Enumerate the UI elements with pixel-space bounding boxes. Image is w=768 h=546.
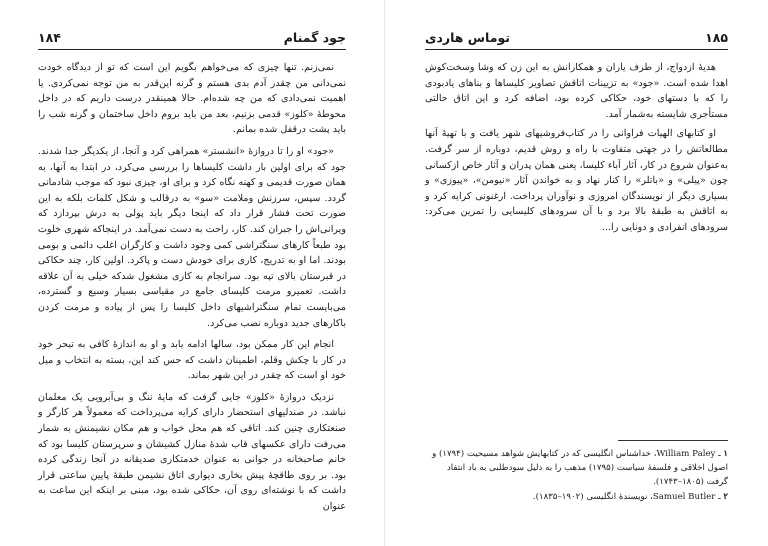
paragraph: او کتابهای الهیات فراوانی را در کتاب‌فروشیهای شهر یافت و با تهیهٔ آنها مطالعاتش را در جهتی متفاوت با راه و روش قدیم، دوباره از سر گرفت. به‌عنوان شروع در کار، آثار آباء کلیسا، یعنی همان پدران و آثار خاص ازکسانی چون «پیلی» و «باتلر» را کنار نهاد و به خواندن آثار «نیومن»، «پیوزی» و بسیاری دیگر از نویسندگان امروزی و نوآوران پرداخت. ارغنونی کرایه کرد و به اتاقش به طبقهٔ بالا برد و با آن سرودهای کلیسایی را تمرین می‌کرد: سرودهای انفرادی و دونایی را... [425,128,728,233]
page-number: ۱۸۴ [38,30,61,45]
paragraph: انجام این کار ممکن بود، سالها ادامه یابد و او به اندازهٔ کافی به تبحر خود در کار با چکش وقلم، اطمینان داشت که حس کند این، بسته به انتخاب و میل خود او است که چقدر در این شهر بماند. [38,339,346,382]
page-body-left [38,60,346,515]
paragraph: نزدیک دروازهٔ «کلوز» جایی گرفت که مایهٔ ننگ و بی‌آبرویی یک معلمان نباشد. در صندلیهای استحضار دارای کرایه می‌پرداخت که معمولاً هر کارگر و صنعتکاری چنین کند. اتاقی که هم محل خواب و هم مکان نشیمنش به شمار می‌رفت دارای عکسهای قاب شدهٔ منازل کشیشان و سرپرستان کلیسا بود که خانم صاحبخانه در جوانی به عنوان خدمتکاری صدیقانه در آنجا زندگی کرده بود. بر روی طاقچهٔ پیش بخاری دیواری اتاق نشیمن طبقهٔ پایین ساعتی قرار داشت که با نوشته‌ای روی آن، حکاکی شده بود، مبنی بر اینکه این ساعت به عنوان [38,391,346,513]
footnotes [424,440,728,505]
running-head-title: جود گمنام [283,30,346,45]
page-number: ۱۸۵ [705,30,728,45]
footnote-number: ۲ [723,492,728,502]
paragraph: «جود» او را تا دروازهٔ «انشستر» همراهی کرد و آنجا، از یکدیگر جدا شدند. جود که برای اولین بار داشت کلیساها را بررسی می‌کرد، در ابتدا به آنها، به همان صورت قدیمی و کهنه نگاه کرد و برای او، چیزی نبود که موجب شادمانی گردد. سپس، سرزنش وملامت «سو» به درقالب و شکل کلمات بلکه به این صورت تحت فشار قرار داد که اینجا دیگر باید پولی به درش بپردازد که ویرانی‌اش را جبران کند. کار، راحت به دست نمی‌آمد. در اینجاکه شهری خلوت بود طبعاً کارهای سنگتراشی کمی وجود داشت و کارگران اغلب دائمی و بومی بودند. اما او به تدریج، کاری برای خودش دست و پاکرد. اولین کار، چند حکاکی در قبرستان بالای تپه بود. سرانجام به کاری مشغول شدکه خیلی به آن علاقه داشت. تعمیرو مرمت کلیسای جامع در مقیاسی بسیار وسیع و گسترده، می‌بایست تمام سنگتراشیهای داخل کلیسا را پس از پیاده و مرمت کردن باکارهای جدید دوباره نصب می‌کرد. [38,145,346,329]
page-body-right [425,60,728,236]
paragraph: هدیهٔ ازدواج، از طرف یاران و همکارانش به این زن که وشا وسخت‌کوش اهدا شده است. «جود» به تزیینات اتاقش تصاویر کلیساها و بناهای یادبودی را که با دستهای خود، حکاکی کرده بود، اضافه کرد و این اتاق حالتی مستأجری شایسته به‌شمار آمد. [425,62,728,120]
footnote-number: ۱ [723,449,728,459]
running-head-title: توماس هاردی [425,30,510,45]
paragraph: نمی‌زنم. تنها چیزی که می‌خواهم بگویم این است که تو از دیدگاه خودت نمی‌دانی من چقدر آدم بدی هستم و گرنه این‌قدر به من توجه نمی‌کردی. یا اهمیت نمی‌دادی که من چه شده‌ام. حالا همینقدر درست داریم که در داخل محوطهٔ «کلوز» قدمی بزنیم، بعد من باید بروم داخل ساختمان و گرنه شب را باید پشت درقفل شده بمانم. [38,62,346,136]
footnote: ۲ ـ Samuel Butler، نویسندهٔ انگلیسی (۱۹۰۲–۱۸۳۵). [532,492,728,502]
running-head-left [38,30,346,50]
running-head-right [425,30,728,50]
footnote-text: William Paley، خداشناس انگلیسی که در کتابهایش شواهد مسیحیت (۱۷۹۴) و اصول اخلاقی و فلسفهٔ سیاست (۱۷۹۵) مذهب را به دلیل سودطلبی به باد انتقاد گرفت (۱۸۰۵–۱۷۴۳). [432,449,728,487]
footnote: ۱ ـ William Paley، خداشناس انگلیسی که در کتابهایش شواهد مسیحیت (۱۷۹۴) و اصول اخلاقی و فلسفهٔ سیاست (۱۷۹۵) مذهب را به دلیل سودطلبی به باد انتقاد گرفت (۱۸۰۵–۱۷۴۳). [432,449,728,487]
footnote-rule [618,440,728,441]
footnote-text: Samuel Butler، نویسندهٔ انگلیسی (۱۹۰۲–۱۸۳۵). [532,492,716,502]
